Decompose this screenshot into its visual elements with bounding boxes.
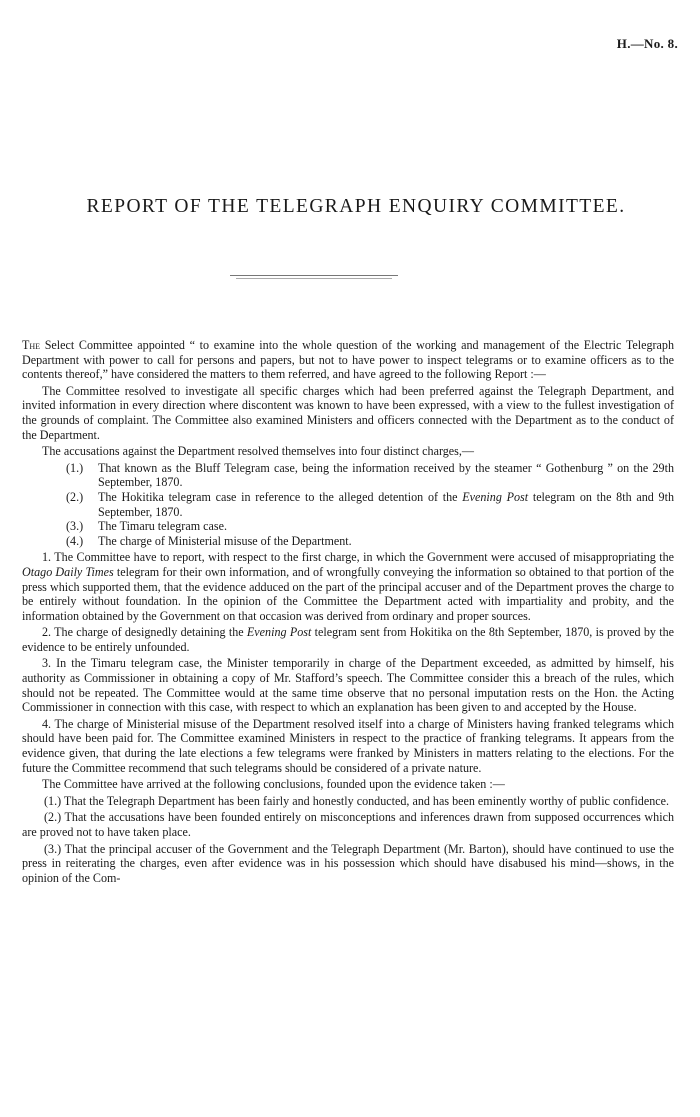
finding-third-charge: 3. In the Timaru telegram case, the Minister temporarily in charge of the Department exceeded, as admitted by himself, his authority as Commissioner in obtaining a copy of Mr. Stafford’s speech. The Committee consider this a breach of the rules, which should not be repeated. The Committee would at the same time observe that no personal imputation rests on the Hon. the Acting Commissioner in connection with this case, with respect to which an explanation has been given to and accepted by the House. bbox=[22, 656, 674, 715]
charge-text: That known as the Bluff Telegram case, being the information received by the steamer “ Gothenburg ” on the 29th September, 1870. bbox=[98, 460, 674, 490]
finding-text-post: telegram for their own information, and of wrongfully conveying the information so obtained to that portion of the press which supported them, that the evidence adduced on the part of the principal accuser and of the Department proves the charge to be entirely without foundation. In the opinion of the Committee the Department acted with impartiality and probity, and the information obtained by the Government on that occasion was derived from ordinary and proper sources. bbox=[22, 564, 674, 623]
charge-number: (3.) bbox=[66, 519, 84, 534]
intro-paragraph bbox=[22, 338, 674, 382]
charge-item bbox=[66, 533, 674, 549]
title-divider-secondary bbox=[236, 278, 392, 279]
charge-number: (2.) bbox=[66, 489, 84, 504]
intro-lead-word: The bbox=[22, 338, 41, 352]
charge-item bbox=[66, 519, 674, 534]
finding-text-post: telegram sent from Hokitika on the 8th September, 1870, is proved by the evidence to be entirely unfounded. bbox=[22, 625, 674, 654]
report-body bbox=[22, 338, 674, 887]
finding-text-pre: 2. The charge of designedly detaining the bbox=[42, 625, 247, 640]
finding-text-emphasis: Otago Daily Times bbox=[22, 564, 114, 579]
charges-list bbox=[22, 461, 674, 549]
charge-text: The charge of Ministerial misuse of the Department. bbox=[98, 533, 352, 548]
finding-fourth-charge: 4. The charge of Ministerial misuse of the Department resolved itself into a charge of Ministers having franked telegrams which should have been paid for. The Committee examined Ministers in respect to the practice of franking telegrams. It appears from the evidence given, that during the late elections a few telegrams were franked by Ministers in matters relating to the elections. For the future the Committee recommend that such telegrams should be considered of a private nature. bbox=[22, 716, 674, 775]
finding-text-pre: 1. The Committee have to report, with respect to the first charge, in which the Government were accused of misappropriating the bbox=[42, 550, 674, 565]
conclusion-item: (3.) That the principal accuser of the Government and the Telegraph Department (Mr. Barton), should have continued to use the press in reiterating the charges, even after evidence was in his possession which should have disabused his mind—shows, in the opinion of the Com- bbox=[22, 841, 674, 885]
conclusions-lead: The Committee have arrived at the following conclusions, founded upon the evidence taken :— bbox=[42, 777, 505, 792]
finding-first-charge bbox=[22, 550, 674, 623]
conclusion-item: (1.) That the Telegraph Department has been fairly and honestly conducted, and has been eminently worthy of public confidence. bbox=[44, 793, 670, 808]
charge-text-post: telegram on the 8th and 9th September, 1870. bbox=[98, 489, 674, 519]
charge-number: (1.) bbox=[66, 460, 84, 475]
page-reference: H.—No. 8. bbox=[616, 36, 678, 51]
intro-text: Select Committee appointed “ to examine into the whole question of the working and management of the Electric Telegraph Department with power to call for persons and papers, but not to have power to inspect telegrams or to examine officers as to the contents thereof,” have considered the matters to them referred, and have agreed to the following Report :— bbox=[22, 338, 674, 382]
finding-second-charge bbox=[22, 625, 674, 654]
finding-text-emphasis: Evening Post bbox=[246, 625, 312, 640]
paragraph-accusations: The accusations against the Department resolved themselves into four distinct charges,— bbox=[42, 444, 475, 459]
charge-item bbox=[66, 460, 674, 490]
conclusion-item: (2.) That the accusations have been founded entirely on misconceptions and inferences drawn from supposed occurrences which are proved not to have taken place. bbox=[22, 810, 674, 839]
title-divider bbox=[230, 275, 398, 276]
charge-text-pre: The Hokitika telegram case in reference to the alleged detention of the bbox=[98, 489, 463, 504]
report-title: REPORT OF THE TELEGRAPH ENQUIRY COMMITTEE. bbox=[86, 196, 626, 217]
charge-text: The Timaru telegram case. bbox=[98, 519, 227, 534]
paragraph-investigation: The Committee resolved to investigate all specific charges which had been preferred against the Telegraph Department, and invited information in every direction where discontent was known to have been expressed, with a view to the fullest investigation of the grounds of complaint. The Committee also examined Ministers and officers connected with the Department as to the conduct of the Department. bbox=[22, 383, 674, 442]
charge-number: (4.) bbox=[66, 533, 84, 548]
charge-text-emphasis: Evening Post bbox=[462, 489, 529, 504]
charge-item bbox=[66, 489, 674, 519]
